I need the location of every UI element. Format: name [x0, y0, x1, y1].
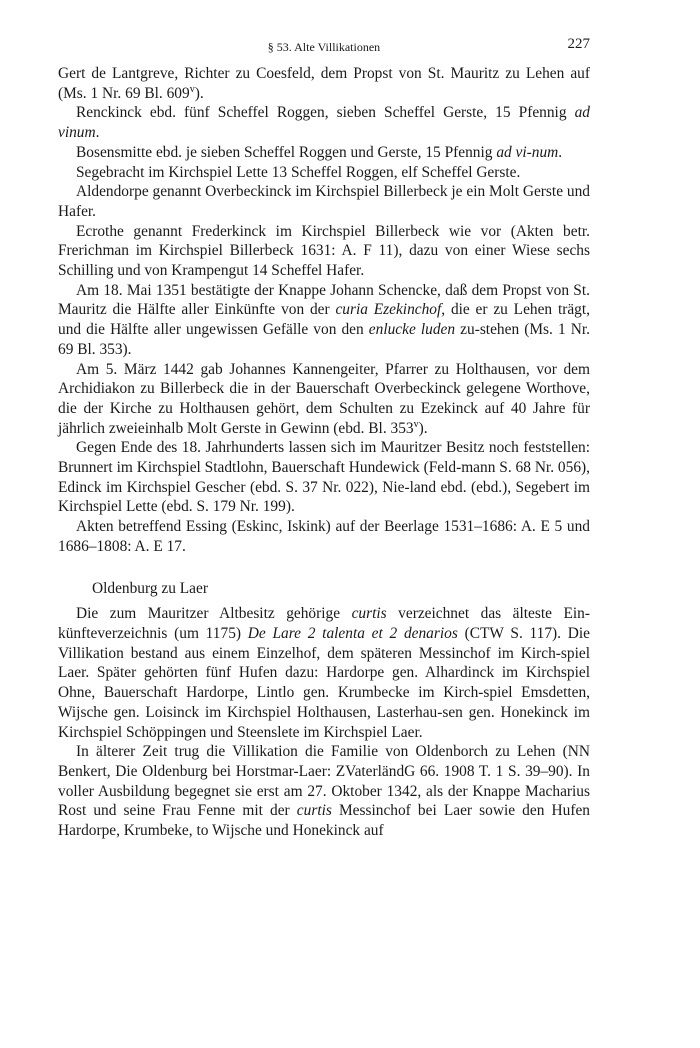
superscript: v: [189, 83, 195, 95]
italic-text: curia Ezekinchof: [335, 301, 442, 319]
text-run: Segebracht im Kirchspiel Lette 13 Scheffel Roggen, elf Scheffel Gerste.: [76, 163, 521, 181]
paragraph: [58, 360, 590, 439]
paragraph: [58, 143, 590, 163]
text-run: Die zum Mauritzer Altbesitz gehörige: [76, 605, 352, 623]
text-run: ).: [418, 419, 428, 437]
text-run: In älterer Zeit trug die Villikation die Familie von Oldenborch zu Lehen (NN Benkert, Die Oldenburg bei Horstmar-Laer: ZVaterländG 66. 1908 T. 1 S. 39–90). In voller Ausbildung begegnet sie erst am 27. Oktober 1342, als der Knappe Macharius Rost und seine Frau Fenne mit der: [58, 743, 590, 820]
superscript: v: [413, 418, 419, 430]
text-run: Oldenburg zu Laer: [92, 579, 208, 597]
paragraph: [58, 64, 590, 103]
paragraph: [58, 517, 590, 556]
text-run: Bosensmitte ebd. je sieben Scheffel Roggen und Gerste, 15 Pfennig: [76, 143, 497, 161]
body-text: [58, 64, 590, 841]
text-run: .: [558, 143, 563, 161]
text-run: verzeichnet das älteste Ein-künfteverzeichnis (um 1175): [58, 605, 590, 642]
running-header: [58, 36, 590, 56]
text-run: Aldendorpe genannt Overbeckinck im Kirchspiel Billerbeck je ein Molt Gerste und Hafer.: [58, 183, 590, 220]
paragraph: [58, 438, 590, 517]
text-run: Am 5. März 1442 gab Johannes Kannengeiter, Pfarrer zu Holthausen, vor dem Archidiakon zu Billerbeck die in der Bauerschaft Overbeckinck gelegene Worthove, die der Kirche zu Holthausen gehört, dem Schulten zu Ezekinck auf 40 Jahre für jährlich zweieinhalb Molt Gerste in Gewinn (ebd. Bl. 353: [58, 360, 590, 437]
paragraph: [58, 182, 590, 221]
italic-text: De Lare 2 talenta et 2 denarios: [247, 624, 458, 642]
paragraph: [58, 163, 590, 183]
text-run: .: [95, 124, 100, 142]
text-run: , die er zu Lehen trägt, und die Hälfte aller ungewissen Gefälle von den: [58, 301, 590, 339]
italic-text: curtis: [351, 605, 387, 623]
paragraph: [58, 103, 590, 142]
text-run: Am 18. Mai 1351 bestätigte der Knappe Johann Schencke, daß dem Propst von St. Mauritz die Hälfte aller Einkünfte von der: [58, 281, 590, 319]
text-run: Akten betreffend Essing (Eskinc, Iskink) auf der Beerlage 1531–1686: A. E 5 und 1686–1808: A. E 17.: [58, 518, 590, 555]
paragraph: [58, 281, 590, 360]
italic-text: curtis: [296, 802, 332, 820]
text-run: ).: [194, 84, 204, 102]
text-run: Ecrothe genannt Frederkinck im Kirchspiel Billerbeck wie vor (Akten betr. Frerichman im Kirchspiel Billerbeck 1631: A. F 11), dazu von einer Wiese sechs Schilling und von Krampengut 14 Scheffel Hafer.: [58, 222, 590, 280]
paragraph: [58, 742, 590, 841]
text-run: Gegen Ende des 18. Jahrhunderts lassen sich im Mauritzer Besitz noch feststellen: Brunnert im Kirchspiel Stadtlohn, Bauerschaft Hundewick (Feld-mann S. 68 Nr. 056), Edinck im Kirchspiel Gescher (ebd. S. 37 Nr. 022), Nie-land ebd. (ebd.), Segebert im Kirchspiel Lette (ebd. S. 179 Nr. 199).: [58, 439, 590, 516]
text-run: zu-stehen (Ms. 1 Nr. 69 Bl. 353).: [58, 321, 590, 358]
paragraph: [58, 604, 590, 742]
paragraph: [58, 222, 590, 281]
text-run: Gert de Lantgreve, Richter zu Coesfeld, dem Propst von St. Mauritz zu Lehen auf (Ms. 1 Nr. 69 Bl. 609: [58, 65, 590, 102]
italic-text: ad vi-num: [496, 143, 559, 161]
text-run: (CTW S. 117). Die Villikation bestand aus einem Einzelhof, dem späteren Messinchof im Kirch-spiel Laer. Später gehörten fünf Hufen dazu: Hardorpe gen. Alhardinck im Kirchspiel Ohne, Bauerschaft Hardorpe, Lintlo gen. Krumbecke im Kirch-spiel Emsdetten, Wijsche gen. Loisinck im Kirchspiel Holthausen, Lasterhau-sen gen. Honekinck im Kirchspiel Schöppingen und Steenslete im Kirchspiel Laer.: [58, 624, 590, 741]
page-number: 227: [567, 36, 590, 52]
italic-text: enlucke luden: [368, 321, 456, 339]
running-title: § 53. Alte Villikationen: [267, 40, 381, 54]
text-run: Messinchof bei Laer sowie den Hufen Hardorpe, Krumbeke, to Wijsche und Honekinck auf: [58, 802, 590, 840]
text-run: Renckinck ebd. fünf Scheffel Roggen, sieben Scheffel Gerste, 15 Pfennig: [76, 104, 575, 122]
italic-text: ad vinum: [58, 104, 590, 142]
section-heading: [58, 579, 590, 599]
